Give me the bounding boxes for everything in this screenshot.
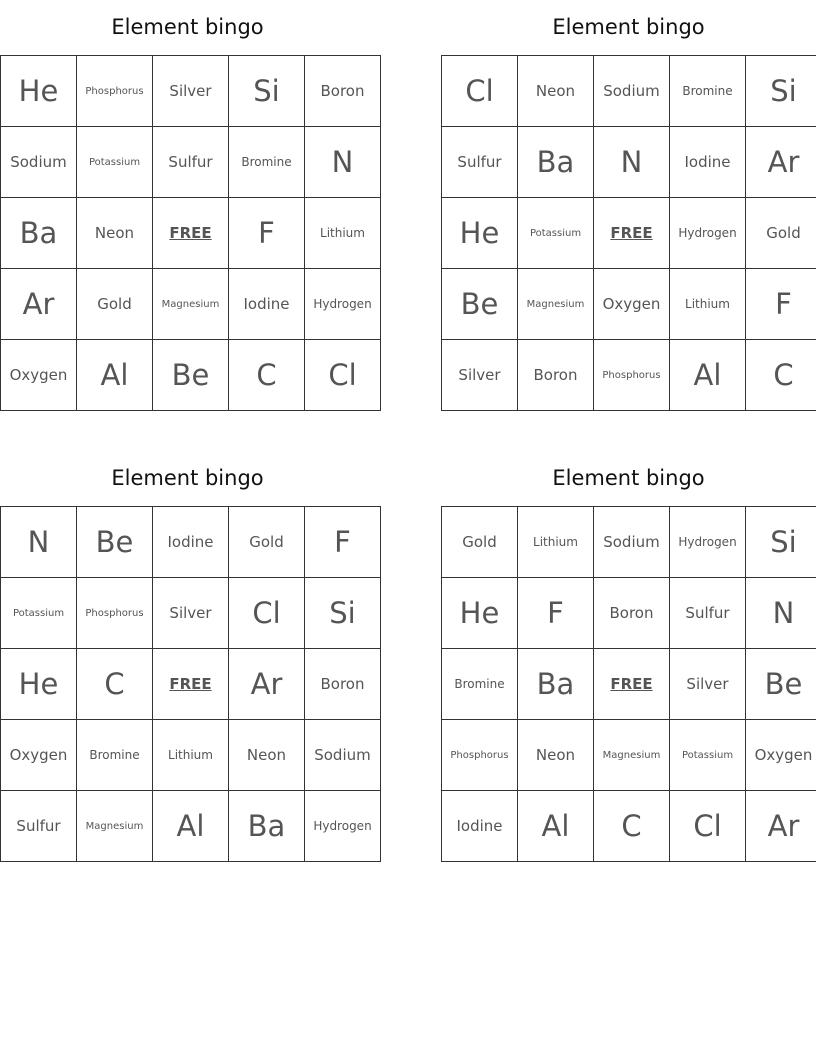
bingo-cell: Lithium [670, 269, 746, 340]
grid-row [442, 649, 816, 720]
bingo-cell: Sodium [594, 56, 670, 127]
bingo-cell: Be [153, 340, 229, 411]
bingo-cell: Potassium [77, 127, 153, 198]
bingo-cell: Bromine [670, 56, 746, 127]
bingo-cell: Hydrogen [670, 507, 746, 578]
bingo-cell: Boron [305, 649, 381, 720]
grid-row [442, 720, 816, 791]
bingo-cell: Silver [442, 340, 518, 411]
bingo-cell: F [229, 198, 305, 269]
bingo-cell: Al [77, 340, 153, 411]
bingo-cell: Si [746, 507, 816, 578]
bingo-cell: C [594, 791, 670, 862]
bingo-cell: Potassium [1, 578, 77, 649]
free-space: FREE [594, 198, 670, 269]
bingo-cell: Sulfur [1, 791, 77, 862]
bingo-cell: C [77, 649, 153, 720]
grid-row [1, 269, 381, 340]
bingo-cell: C [229, 340, 305, 411]
bingo-cell: Iodine [670, 127, 746, 198]
bingo-cell: He [442, 578, 518, 649]
grid-row [442, 269, 816, 340]
bingo-cell: Sulfur [153, 127, 229, 198]
bingo-cell: Si [746, 56, 816, 127]
bingo-cell: Neon [518, 56, 594, 127]
bingo-cell: Ba [229, 791, 305, 862]
bingo-cell: Lithium [518, 507, 594, 578]
bingo-cell: Magnesium [518, 269, 594, 340]
bingo-cell: Silver [153, 578, 229, 649]
bingo-cell: Ba [518, 649, 594, 720]
bingo-cell: Cl [442, 56, 518, 127]
card-title: Element bingo [111, 466, 264, 490]
bingo-cell: Cl [305, 340, 381, 411]
grid-row [1, 720, 381, 791]
bingo-cell: Cl [229, 578, 305, 649]
grid-row [442, 198, 816, 269]
bingo-cell: Al [518, 791, 594, 862]
bingo-cell: Sodium [1, 127, 77, 198]
bingo-grid [441, 506, 816, 862]
grid-row [1, 791, 381, 862]
bingo-cell: Potassium [670, 720, 746, 791]
bingo-cell: F [518, 578, 594, 649]
grid-row [442, 578, 816, 649]
bingo-cell: N [746, 578, 816, 649]
bingo-cell: Potassium [518, 198, 594, 269]
bingo-card-1 [0, 0, 375, 411]
bingo-cell: Gold [229, 507, 305, 578]
bingo-cell: Silver [670, 649, 746, 720]
bingo-cell: Iodine [229, 269, 305, 340]
bingo-cell: Gold [442, 507, 518, 578]
bingo-grid [0, 506, 381, 862]
bingo-cell: He [442, 198, 518, 269]
bingo-cell: He [1, 56, 77, 127]
bingo-cell: Boron [305, 56, 381, 127]
bingo-cell: Gold [77, 269, 153, 340]
bingo-cell: Si [305, 578, 381, 649]
bingo-grid [0, 55, 381, 411]
bingo-cell: Si [229, 56, 305, 127]
card-title: Element bingo [552, 466, 705, 490]
bingo-cell: Ar [746, 127, 816, 198]
bingo-cell: Bromine [229, 127, 305, 198]
grid-row [442, 507, 816, 578]
bingo-cell: N [594, 127, 670, 198]
bingo-cell: Neon [518, 720, 594, 791]
bingo-cell: Hydrogen [305, 269, 381, 340]
bingo-cell: Oxygen [1, 720, 77, 791]
bingo-cell: Gold [746, 198, 816, 269]
grid-row [1, 578, 381, 649]
bingo-cell: F [305, 507, 381, 578]
bingo-cell: Boron [594, 578, 670, 649]
bingo-cell: Phosphorus [594, 340, 670, 411]
bingo-cell: Neon [229, 720, 305, 791]
free-space: FREE [153, 198, 229, 269]
bingo-cell: Ba [1, 198, 77, 269]
free-space: FREE [594, 649, 670, 720]
grid-row [442, 340, 816, 411]
bingo-cell: Phosphorus [442, 720, 518, 791]
bingo-cell: N [1, 507, 77, 578]
bingo-cell: Ar [746, 791, 816, 862]
bingo-cell: Phosphorus [77, 578, 153, 649]
grid-row [442, 127, 816, 198]
bingo-cell: Oxygen [746, 720, 816, 791]
bingo-cell: Ar [1, 269, 77, 340]
bingo-cell: Phosphorus [77, 56, 153, 127]
bingo-cell: Oxygen [1, 340, 77, 411]
bingo-card-3 [0, 451, 375, 862]
bingo-cell: Bromine [442, 649, 518, 720]
free-space: FREE [153, 649, 229, 720]
bingo-cell: Magnesium [153, 269, 229, 340]
bingo-card-4 [441, 451, 816, 862]
bingo-cell: Magnesium [77, 791, 153, 862]
grid-row [1, 340, 381, 411]
bingo-grid [441, 55, 816, 411]
card-title: Element bingo [552, 15, 705, 39]
bingo-cell: Silver [153, 56, 229, 127]
bingo-cell: Ba [518, 127, 594, 198]
bingo-cell: Be [442, 269, 518, 340]
bingo-cell: Be [746, 649, 816, 720]
grid-row [1, 507, 381, 578]
bingo-cell: Hydrogen [670, 198, 746, 269]
bingo-cell: Cl [670, 791, 746, 862]
bingo-cell: Be [77, 507, 153, 578]
grid-row [1, 198, 381, 269]
bingo-cell: Sulfur [442, 127, 518, 198]
bingo-cell: Bromine [77, 720, 153, 791]
card-title: Element bingo [111, 15, 264, 39]
bingo-cell: Al [153, 791, 229, 862]
bingo-cell: Al [670, 340, 746, 411]
bingo-cell: F [746, 269, 816, 340]
bingo-cell: Boron [518, 340, 594, 411]
bingo-cell: Lithium [305, 198, 381, 269]
grid-row [442, 791, 816, 862]
grid-row [1, 56, 381, 127]
bingo-cell: He [1, 649, 77, 720]
bingo-cell: Sodium [594, 507, 670, 578]
bingo-cell: Lithium [153, 720, 229, 791]
bingo-cell: Sulfur [670, 578, 746, 649]
bingo-card-2 [441, 0, 816, 411]
bingo-cell: Iodine [153, 507, 229, 578]
bingo-cell: Iodine [442, 791, 518, 862]
grid-row [1, 649, 381, 720]
bingo-cell: N [305, 127, 381, 198]
grid-row [442, 56, 816, 127]
bingo-cell: Hydrogen [305, 791, 381, 862]
grid-row [1, 127, 381, 198]
bingo-cell: Oxygen [594, 269, 670, 340]
bingo-cell: Ar [229, 649, 305, 720]
bingo-cell: C [746, 340, 816, 411]
bingo-cell: Neon [77, 198, 153, 269]
bingo-cell: Sodium [305, 720, 381, 791]
bingo-cell: Magnesium [594, 720, 670, 791]
